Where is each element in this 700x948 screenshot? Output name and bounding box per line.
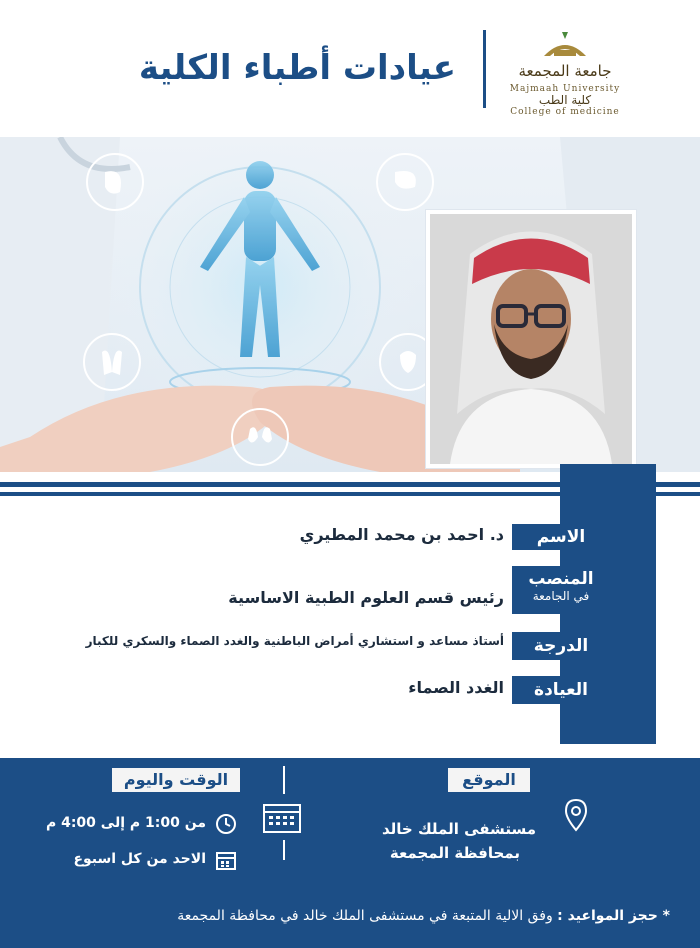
header-divider (483, 30, 486, 108)
divider-stripe (656, 492, 700, 496)
name-label: الاسم (512, 524, 610, 550)
doctor-portrait (430, 214, 632, 464)
location-pin-icon (564, 798, 588, 832)
divider-stripe (0, 482, 560, 487)
location-title: الموقع (448, 768, 530, 792)
degree-label: الدرجة (512, 632, 610, 660)
location-line2: بمحافظة المجمعة (389, 844, 520, 862)
logo-college-en: College of medicine (510, 107, 620, 117)
booking-text: وفق الالية المتبعة في مستشفى الملك خالد في محافظة المجمعة (177, 908, 553, 924)
position-label-box (512, 566, 610, 614)
clock-icon (215, 813, 237, 835)
day-value: الاحد من كل اسبوع (73, 851, 206, 867)
booking-note (177, 908, 670, 924)
panel-divider (283, 766, 285, 794)
panel-divider (283, 840, 285, 860)
position-value: رئيس قسم العلوم الطبية الاساسية (228, 588, 504, 607)
day-calendar-icon (215, 849, 237, 871)
time-title: الوقت واليوم (112, 768, 240, 792)
divider-stripe (656, 482, 700, 487)
logo-college-ar: كلية الطب (538, 93, 592, 107)
page-title: عيادات أطباء الكلية (138, 48, 456, 88)
position-sublabel: في الجامعة (532, 589, 590, 603)
location-line1: مستشفى الملك خالد (381, 820, 536, 838)
university-logo-icon (540, 30, 590, 62)
booking-label: * حجز المواعيد : (557, 908, 670, 924)
degree-value: أستاذ مساعد و استشاري أمراض الباطنية والغدد الصماء والسكري للكبار (85, 634, 504, 648)
clinic-value: الغدد الصماء (408, 678, 504, 697)
position-label: المنصب (528, 569, 594, 589)
time-value: من 1:00 م إلى 4:00 م (45, 815, 206, 831)
logo-university-ar: جامعة المجمعة (518, 62, 612, 80)
clinic-label: العيادة (512, 676, 610, 704)
name-value: د. احمد بن محمد المطيري (299, 525, 504, 544)
calendar-icon (262, 800, 302, 834)
logo-university-en: Majmaah University (509, 84, 621, 94)
divider-stripe (0, 492, 560, 496)
